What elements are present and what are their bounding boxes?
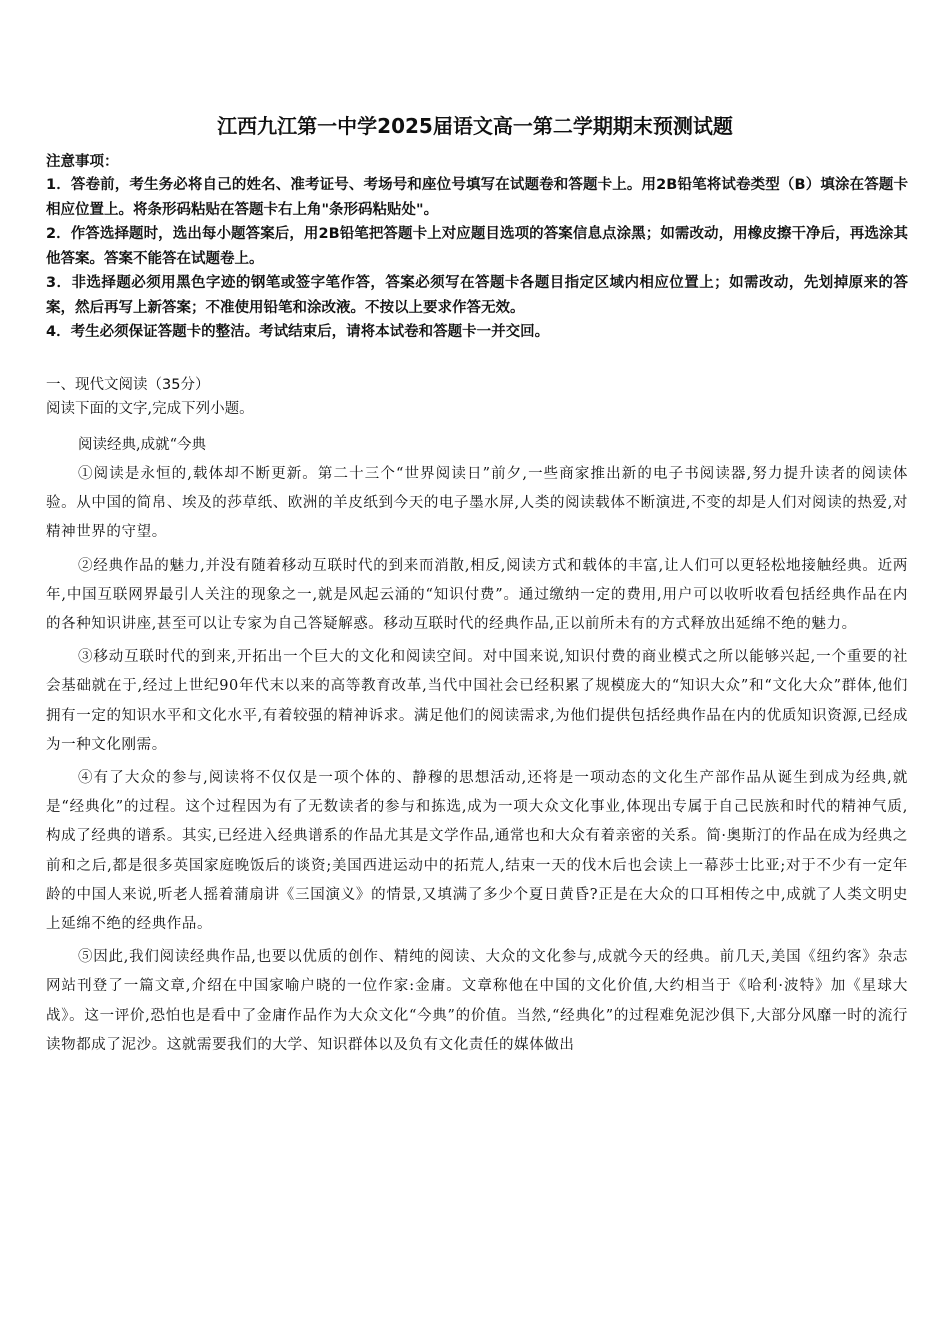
document-title: 江西九江第一中学2025届语文高一第二学期期末预测试题: [217, 114, 733, 138]
notice-item: 3．非选择题必须用黑色字迹的钢笔或签字笔作答，答案必须写在答题卡各题目指定区域内相应位置上；如需改动，先划掉原来的答案，然后再写上新答案；不准使用铅笔和涂改液。不按以上要求作答无效。: [46, 275, 908, 316]
notice-item: 4．考生必须保证答题卡的整洁。考试结束后，请将本试卷和答题卡一并交回。: [46, 324, 550, 340]
article-title: 阅读经典,成就“今典: [78, 437, 207, 453]
section-heading: 一、现代文阅读（35分）: [46, 377, 210, 393]
section-instruction: 阅读下面的文字,完成下列小题。: [46, 401, 254, 417]
reading-article: [46, 430, 908, 1060]
article-paragraph: ④有了大众的参与,阅读将不仅仅是一项个体的、静穆的思想活动,还将是一项动态的文化生产部作品从诞生到成为经典,就是“经典化”的过程。这个过程因为有了无数读者的参与和拣选,成为一项大众文化事业,体现出专属于自己民族和时代的精神气质,构成了经典的谱系。其实,已经进入经典谱系的作品尤其是文学作品,通常也和大众有着亲密的关系。简·奥斯汀的作品在成为经典之前和之后,都是很多英国家庭晚饭后的谈资;美国西进运动中的拓荒人,结束一天的伐木后也会读上一幕莎士比亚;对于不少有一定年龄的中国人来说,听老人摇着蒲扇讲《三国演义》的情景,又填满了多少个夏日黄昏?正是在大众的口耳相传之中,成就了人类文明史上延绵不绝的经典作品。: [46, 770, 908, 933]
notice-item: 2．作答选择题时，选出每小题答案后，用2B铅笔把答题卡上对应题目选项的答案信息点涂黑；如需改动，用橡皮擦干净后，再选涂其他答案。答案不能答在试题卷上。: [46, 226, 908, 267]
notice-block: [46, 151, 908, 345]
notice-item: 1．答卷前，考生务必将自己的姓名、准考证号、考场号和座位号填写在试题卷和答题卡上。用2B铅笔将试卷类型（B）填涂在答题卡相应位置上。将条形码粘贴在答题卡右上角"条形码粘贴处"。: [46, 177, 908, 218]
article-paragraph: ①阅读是永恒的,载体却不断更新。第二十三个“世界阅读日”前夕,一些商家推出新的电子书阅读器,努力提升读者的阅读体验。从中国的简帛、埃及的莎草纸、欧洲的羊皮纸到今天的电子墨水屏,人类的阅读载体不断演进,不变的却是人们对阅读的热爱,对精神世界的守望。: [46, 466, 908, 541]
notice-heading: 注意事项：: [46, 154, 119, 170]
article-paragraph: ②经典作品的魅力,并没有随着移动互联时代的到来而消散,相反,阅读方式和载体的丰富,让人们可以更轻松地接触经典。近两年,中国互联网界最引人关注的现象之一,就是风起云涌的“知识付费”。通过缴纳一定的费用,用户可以收听收看包括经典作品在内的各种知识讲座,甚至可以让专家为自己答疑解惑。移动互联时代的经典作品,正以前所未有的方式释放出延绵不绝的魅力。: [46, 557, 908, 633]
article-paragraph: ⑤因此,我们阅读经典作品,也要以优质的创作、精纯的阅读、大众的文化参与,成就今天的经典。前几天,美国《纽约客》杂志网站刊登了一篇文章,介绍在中国家喻户晓的一位作家:金庸。文章称他在中国的文化价值,大约相当于《哈利·波特》加《星球大战》。这一评价,恐怕也是看中了金庸作品作为大众文化“今典”的价值。当然,“经典化”的过程难免泥沙俱下,大部分风靡一时的流行读物都成了泥沙。这就需要我们的大学、知识群体以及负有文化责任的媒体做出: [46, 949, 908, 1053]
article-paragraph: ③移动互联时代的到来,开拓出一个巨大的文化和阅读空间。对中国来说,知识付费的商业模式之所以能够兴起,一个重要的社会基础就在于,经过上世纪90年代末以来的高等教育改革,当代中国社会已经积累了规模庞大的“知识大众”和“文化大众”群体,他们拥有一定的知识水平和文化水平,有着较强的精神诉求。满足他们的阅读需求,为他们提供包括经典作品在内的优质知识资源,已经成为一种文化刚需。: [46, 649, 908, 753]
